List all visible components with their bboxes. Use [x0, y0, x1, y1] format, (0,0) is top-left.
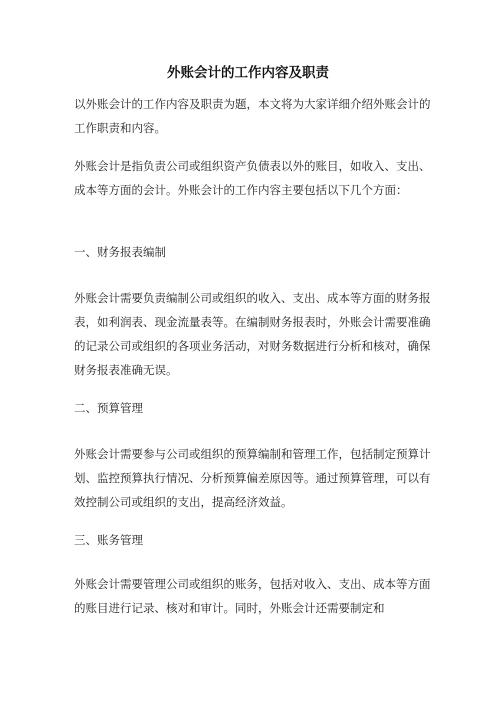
section-body-account-management: 外账会计需要管理公司或组织的账务，包括对收入、支出、成本等方面的账目进行记录、核对和审计。同时，外账会计还需要制定和 — [74, 577, 431, 615]
section-heading-budget-management: 二、预算管理 — [74, 401, 143, 415]
document-title: 外账会计的工作内容及职责 — [167, 65, 329, 81]
intro-paragraph: 以外账会计的工作内容及职责为题，本文将为大家详细介绍外账会计的工作职责和内容。 — [74, 97, 431, 135]
section-body-financial-statements: 外账会计需要负责编制公司或组织的收入、支出、成本等方面的财务报表，如利润表、现金流量表等。在编制财务报表时，外账会计需要准确的记录公司或组织的各项业务活动，对财务数据进行分析和核对，确保财务报表准确无误。 — [74, 291, 431, 377]
section-heading-financial-statements: 一、财务报表编制 — [74, 245, 166, 259]
section-body-budget-management: 外账会计需要参与公司或组织的预算编制和管理工作，包括制定预算计划、监控预算执行情况、分析预算偏差原因等。通过预算管理，可以有效控制公司或组织的支出，提高经济效益。 — [74, 447, 431, 509]
section-heading-account-management: 三、账务管理 — [74, 533, 143, 547]
definition-paragraph: 外账会计是指负责公司或组织资产负债表以外的账目，如收入、支出、成本等方面的会计。外账会计的工作内容主要包括以下几个方面： — [74, 159, 431, 197]
